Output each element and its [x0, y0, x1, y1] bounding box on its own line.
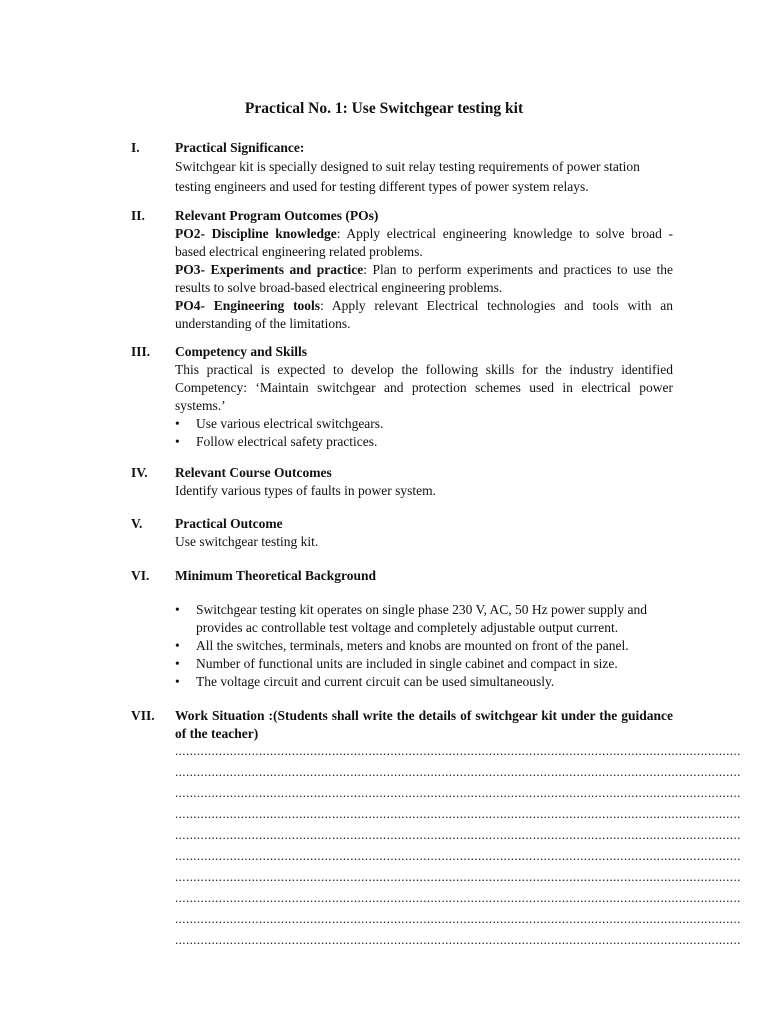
- list-item-text: Number of functional units are included in single cabinet and compact in size.: [196, 656, 618, 671]
- list-item-text: The voltage circuit and current circuit can be used simultaneously.: [196, 674, 555, 689]
- section-number: VI.: [131, 568, 150, 583]
- answer-line[interactable]: ...........................................................................................................................................................: [175, 764, 741, 779]
- po-item: [175, 225, 673, 261]
- section-heading: Relevant Program Outcomes (POs): [175, 208, 379, 223]
- list-item-text: Switchgear testing kit operates on single phase 230 V, AC, 50 Hz power supply and provides ac controllable test voltage and completely adjustable output current.: [196, 602, 647, 635]
- list-item: [175, 601, 673, 637]
- list-item: [175, 433, 673, 451]
- skills-list: [175, 415, 673, 451]
- section-heading: Work Situation :(Students shall write the details of switchgear kit under the guidance of the teacher): [175, 708, 673, 741]
- answer-line[interactable]: ...........................................................................................................................................................: [175, 932, 741, 947]
- po-item: [175, 297, 673, 333]
- section-text: Use switchgear testing kit.: [175, 534, 319, 549]
- list-item-text: Use various electrical switchgears.: [196, 416, 384, 431]
- section-number: V.: [131, 516, 143, 531]
- section-number: I.: [131, 140, 140, 155]
- bullet-icon: •: [175, 656, 180, 671]
- po-label: PO4- Engineering tools: [175, 298, 321, 313]
- list-item-text: Follow electrical safety practices.: [196, 434, 378, 449]
- list-item: [175, 415, 673, 433]
- bullet-icon: •: [175, 602, 180, 617]
- answer-line[interactable]: ...........................................................................................................................................................: [175, 743, 741, 758]
- answer-line[interactable]: ...........................................................................................................................................................: [175, 848, 741, 863]
- answer-line[interactable]: ...........................................................................................................................................................: [175, 890, 741, 905]
- answer-line[interactable]: ...........................................................................................................................................................: [175, 785, 741, 800]
- po-text: : Plan to perform experiments and practices to use the results to solve broad-based electrical engineering problems.: [175, 262, 673, 295]
- section-text: Identify various types of faults in power system.: [175, 483, 436, 498]
- list-item: [175, 655, 673, 673]
- section-number: II.: [131, 208, 145, 223]
- list-item: [175, 637, 673, 655]
- section-heading: Minimum Theoretical Background: [175, 568, 377, 583]
- section-number: VII.: [131, 708, 155, 723]
- po-label: PO2- Discipline knowledge: [175, 226, 337, 241]
- section-heading: Practical Significance:: [175, 140, 305, 155]
- po-text: : Apply relevant Electrical technologies and tools with an understanding of the limitations.: [175, 298, 674, 331]
- bullet-icon: •: [175, 638, 180, 653]
- answer-line[interactable]: ...........................................................................................................................................................: [175, 869, 741, 884]
- page-title: Practical No. 1: Use Switchgear testing kit: [244, 100, 524, 117]
- answer-line[interactable]: ...........................................................................................................................................................: [175, 911, 741, 926]
- section-heading: Relevant Course Outcomes: [175, 465, 332, 480]
- po-text: : Apply electrical engineering knowledge to solve broad - based electrical engineering related problems.: [175, 226, 673, 259]
- background-list: [175, 601, 673, 691]
- section-number: III.: [131, 344, 151, 359]
- bullet-icon: •: [175, 434, 180, 449]
- section-heading: Practical Outcome: [175, 516, 283, 531]
- po-item: [175, 261, 673, 297]
- answer-line[interactable]: ...........................................................................................................................................................: [175, 827, 741, 842]
- answer-line[interactable]: ...........................................................................................................................................................: [175, 806, 741, 821]
- section-text: Switchgear kit is specially designed to suit relay testing requirements of power station testing engineers and used for testing different types of power system relays.: [175, 159, 640, 194]
- section-number: IV.: [131, 465, 148, 480]
- bullet-icon: •: [175, 416, 180, 431]
- bullet-icon: •: [175, 674, 180, 689]
- po-label: PO3- Experiments and practice: [175, 262, 364, 277]
- list-item: [175, 673, 673, 691]
- list-item-text: All the switches, terminals, meters and knobs are mounted on front of the panel.: [196, 638, 629, 653]
- section-text: This practical is expected to develop the following skills for the industry identified Competency: ‘Maintain switchgear and protection schemes used in electrical power systems.’: [175, 362, 673, 413]
- section-heading: Competency and Skills: [175, 344, 308, 359]
